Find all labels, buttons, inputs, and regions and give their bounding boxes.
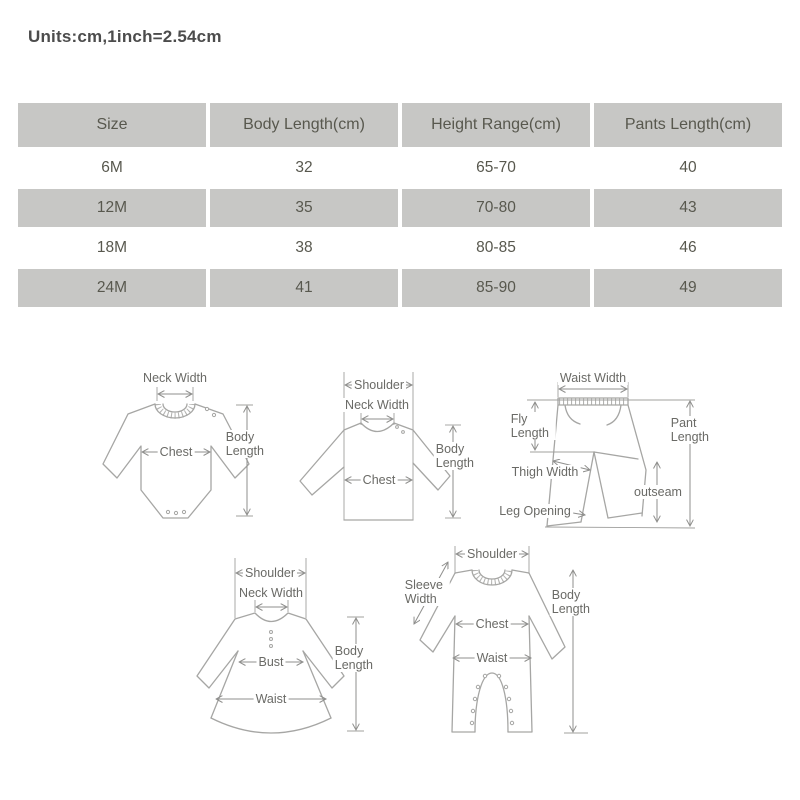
dress-neck-width-label: Neck Width xyxy=(239,586,303,600)
bodysuit-diagram xyxy=(95,368,265,538)
table-cell: 70-80 xyxy=(402,189,590,227)
table-cell: 24M xyxy=(18,269,206,307)
pants-pant-length-label: Pant Length xyxy=(669,416,716,444)
table-cell: 40 xyxy=(594,149,782,187)
top-chest-label: Chest xyxy=(362,473,396,487)
table-cell: 43 xyxy=(594,189,782,227)
placket-button xyxy=(270,645,273,648)
dress-shoulder-label: Shoulder xyxy=(244,566,296,580)
dress-body-length-label: Body Length xyxy=(333,644,380,672)
table-cell: 46 xyxy=(594,229,782,267)
table-cell: 65-70 xyxy=(402,149,590,187)
neck-snap xyxy=(402,431,405,434)
table-cell: 41 xyxy=(210,269,398,307)
units-note: Units:cm,1inch=2.54cm xyxy=(28,27,222,46)
romper-shoulder-label: Shoulder xyxy=(466,547,518,561)
bodysuit-outline xyxy=(103,404,249,518)
table-cell: 85-90 xyxy=(402,269,590,307)
table-cell: 35 xyxy=(210,189,398,227)
romper-chest-label: Chest xyxy=(475,617,509,631)
placket-button xyxy=(270,631,273,634)
crotch-snap xyxy=(182,510,185,513)
top-diagram xyxy=(295,368,475,533)
pants-outseam-label: outseam xyxy=(634,485,682,499)
top-body-length-label: Body Length xyxy=(434,442,481,470)
col-header-height-range: Height Range(cm) xyxy=(402,103,590,147)
shoulder-snap xyxy=(205,407,208,410)
pocket-curve xyxy=(565,405,580,424)
pants-fly-length-label: Fly Length xyxy=(509,412,556,440)
bodysuit-chest-label: Chest xyxy=(159,445,193,459)
bodysuit-neck-width-label: Neck Width xyxy=(143,371,207,385)
top-outline xyxy=(300,372,450,520)
col-header-body-length: Body Length(cm) xyxy=(210,103,398,147)
dress-diagram xyxy=(185,548,385,763)
col-header-pants-length: Pants Length(cm) xyxy=(594,103,782,147)
table-cell: 18M xyxy=(18,229,206,267)
romper-diagram xyxy=(400,540,595,775)
shoulder-snap xyxy=(212,413,215,416)
neck-snap xyxy=(396,426,399,429)
pants-waist-width-label: Waist Width xyxy=(559,371,627,385)
table-cell: 32 xyxy=(210,149,398,187)
bodysuit-body-length-label: Body Length xyxy=(224,430,271,458)
table-cell: 6M xyxy=(18,149,206,187)
romper-sleeve-width-label: Sleeve Width xyxy=(403,578,450,606)
dress-outline xyxy=(197,558,344,733)
table-cell: 80-85 xyxy=(402,229,590,267)
size-table xyxy=(18,103,782,307)
pants-diagram xyxy=(495,368,710,538)
pants-thigh-width-label: Thigh Width xyxy=(511,465,579,479)
crotch-snap xyxy=(166,510,169,513)
table-cell: 38 xyxy=(210,229,398,267)
crotch-snap xyxy=(174,511,177,514)
dress-waist-label: Waist xyxy=(255,692,287,706)
col-header-size: Size xyxy=(18,103,206,147)
table-cell: 49 xyxy=(594,269,782,307)
pocket-curve xyxy=(607,405,621,425)
placket-button xyxy=(270,638,273,641)
top-shoulder-label: Shoulder xyxy=(353,378,405,392)
dress-bust-label: Bust xyxy=(258,655,284,669)
table-cell: 12M xyxy=(18,189,206,227)
pants-leg-opening-label: Leg Opening xyxy=(499,504,571,518)
romper-body-length-label: Body Length xyxy=(550,588,597,616)
romper-waist-label: Waist xyxy=(476,651,508,665)
top-neck-width-label: Neck Width xyxy=(345,398,409,412)
